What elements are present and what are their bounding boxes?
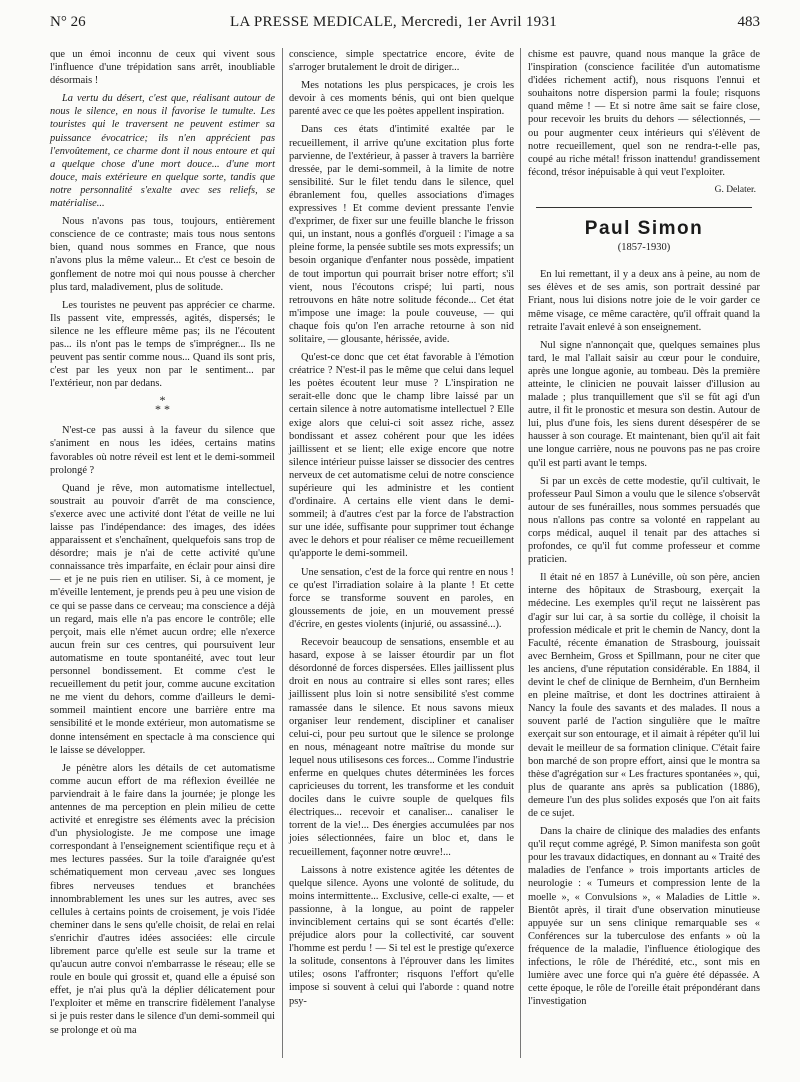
paragraph: conscience, simple spectatrice encore, évite de s'arroger brutalement le droit de diriger... [289, 49, 514, 74]
paragraph: Nul signe n'annonçait que, quelques semaines plus tard, le mal l'allait saisir au cœur pour le conduire, après une longue agonie, au tombeau. Dès la première atteinte, le clinicien ne pouvait laisser d'illusion au malade ; plus tranquillement que s'il se fût agi d'un autre, il fit le pronostic et mesura son destin. Autour de lui, plus d'une fois, les siens durent désespérer de se hausser à son courage. Et maintenant, bien qu'il ait fait une longue carrière, nous ne pouvons pas ne pas croire qu'il est parti avant le temps. [528, 339, 760, 469]
paragraph: que un émoi inconnu de ceux qui vivent sous l'influence d'une trépidation sans arrêt, inoubliable désormais ! [50, 49, 275, 87]
paragraph: Recevoir beaucoup de sensations, ensemble et au hasard, expose à se laisser étourdir par un flot désordonné de forces dispersées. Elles jaillissent plus droit en nous au contraire si elles sont rares; elles jaillissent plus loin si notre sensibilité s'est comme ramassée dans le silence. Et nous savons mieux organiser leur rendement, discipliner et canaliser celui-ci, pour peu surtout que le silence se prolonge en nous, ménageant notre maîtrise du monde sur lequel nous utilisesons ces forces... Comme l'industrie enferme en quelques chutes déterminées les forces capricieuses du torrent, les transforme et les conduit dociles dans le cuivre souple de quelques fils électriques... recevoir et canaliser... canaliser le torrent de la vie!... Des énergies accumulées par nos joies sélectionnées, faire un bloc et, dans le recueillement, façonner notre œuvre!... [289, 637, 514, 858]
journal-title: LA PRESSE MEDICALE, Mercredi, 1er Avril 1931 [230, 14, 558, 30]
column-2 [289, 48, 514, 1013]
paragraph: chisme est pauvre, quand nous manque la grâce de l'inspiration (conscience facilitée d'un automatisme d'idées richement actif), nous risquons l'ennui et souhaitons notre dispersion parmi la foule; risquons quand même ! — Et si notre âme sait se faire close, pour recevoir les bruits du dehors — sélectionnés, — ou pour augmenter ceux intérieurs qui s'élèvent de notre recueillement, quel son ne rendra-t-elle pas, coupé au riche métal! frisson inattendu! grandissement fécond, trésor inépuisable à qui veut l'exploiter. [528, 49, 760, 178]
column-separator [520, 48, 521, 1058]
paragraph: N'est-ce pas aussi à la faveur du silence que s'animent en nous les idées, certains matins favorables où notre réveil est lent et le demi-sommeil prolongé ? [50, 425, 275, 476]
column-3 [528, 48, 760, 1013]
paragraph: En lui remettant, il y a deux ans à peine, au nom de ses élèves et de ses amis, son portrait dessiné par Friant, nous lui disions notre joie de le voir garder ce même visage, ce même caractère, qu'il offrait quand la retraite l'avait enlevé à son enseignement. [528, 269, 760, 333]
paragraph: Nous n'avons pas tous, toujours, entièrement conscience de ce contraste; mais tous nous sentons bien, quand nous sommes en France, que nous n'avons plus la même valeur... Et c'est ce besoin de gonflement de notre moi qui nous pousse à chercher plus tard, maladivement, plus de solitude. [50, 216, 275, 293]
page-number: 483 [737, 14, 760, 30]
page-header [50, 14, 760, 36]
paragraph: Il était né en 1857 à Lunéville, où son père, ancien interne des hôpitaux de Strasbourg, exerçait la médecine. Les exemples qu'il reçut ne laissèrent pas d'agir sur lui car, à sa sortie du collège, il choisit la profession médicale et prit le chemin de Nancy, dont la Faculté, récente émanation de Strasbourg, jouissait avec Bernheim, Gross et Spillmann, pour ne citer que les anciens, d'une réputation considérable. En 1884, il devint le chef de clinique de Bernheim, d'un Bernheim en pleine maîtrise, et dont les doctrines attiraient à Nancy la foule des savants et des malades. Il nous a souvent parlé de l'action singulière que le maître exerçait sur son entourage, et il aimait à répéter qu'il lui devait le meilleur de sa formation clinique. C'était faire bon marché de son propre effort, ainsi que le montra sa thèse d'agrégation sur « Les fractures spontanées », qui, plus de quarante ans après sa publication (1886), demeure l'un des plus solides exposés que l'on ait faits de ce sujet. [528, 572, 760, 819]
paragraph: Laissons à notre existence agitée les détentes de quelque silence. Ayons une volonté de solitude, du moins intermittente... Exclusive, celle-ci exalte, — et passionne, à la longue, au point de rappeler invinciblement certains qui se sont écartés d'elle: préjudice alors pour la collectivité, car souvent l'homme est perdu ! — Si tel est le prestige qu'exerce la solitude, consentons à l'éprouver dans les limites utiles; osons l'affronter; risquons l'effort qu'elle impose si souvent à celui qui l'aborde : quand notre psy- [289, 864, 514, 1007]
issue-number: N° 26 [50, 14, 86, 30]
paragraph: La vertu du désert, c'est que, réalisant autour de nous le silence, en nous il favorise le tumulte. Les touristes qui le traversent ne peuvent estimer sa puissance évocatrice; ils n'en apprécient pas l'envoûtement, ce charme dont il nous entoure et qui a quelque chose d'une mort douce... d'une mort douce, mais extérieure en quelque sorte, tandis que notre personnalité s'exalte avec ses reliefs, se matérialise... [50, 93, 275, 210]
paragraph: Quand je rêve, mon automatisme intellectuel, soustrait au pouvoir d'arrêt de ma conscience, s'exerce avec une activité dont l'état de veille ne lui laisse pas l'indépendance: des images, des idées apparaissent et s'enchaînent, quelquefois sans trop de désordre; mais je n'ai de cette activité qu'une connaissance très imparfaite, en éclair pour ainsi dire — et je ne puis rien en utiliser. Si, à ce moment, je m'éveille lentement, je prends peu à peu une vision de ce qui se passe dans ce cerveau; ma conscience a déjà un regard, mais elle n'a pas encore le contrôle; elle perçoit, mais elle n'émet aucun ordre; elle n'exerce aucun frein sur ces centres, qui poursuivent leur automatisme en toute spontanéité, avec tout leur personnel bondissement. Et comme c'est le recueillement du petit jour, comme aucune excitation ne me vient du dehors, comme d'ailleurs le demi-sommeil maintient encore une barrière entre ma sensibilité et le monde extérieur, mon automatisme se donne intensément en spectacle à ma conscience qui le laisse se développer. [50, 482, 275, 756]
paragraph: Je pénètre alors les détails de cet automatisme comme aucun effort de ma réflexion éveillée ne parviendrait à le faire dans la journée; je plonge les antennes de ma perception en plein milieu de cette activité et enregistre ses éléments avec la précision d'un physiologiste. Je me compose une image correspondant à l'enseignement scientifique reçu et à mes lectures passées. Sur la toile d'araignée qu'est schématiquement mon cerveau ,avec ses longues fibres nerveuses tendues et branchées innombrablement les unes sur les autres, avec ses cellules à certains points de croisement, je vois l'idée cheminer dans le sens qu'elle choisit, de relai en relai s'enrichir d'autres idées associées: elle circule librement parce qu'elle est seule sur la trame et qu'aucun autre convoi n'embarrasse le réseau; elle se roule en boule qui grossit et, quand elle a épuisé son effet, je n'ai plus qu'à la déplier délicatement pour l'exploiter et même en transcrire fidèlement l'analyse si je puis rester dans le silence d'un demi-sommeil qui se prolonge et où ma [50, 762, 275, 1036]
paragraph: Les touristes ne peuvent pas apprécier ce charme. Ils passent vite, empressés, agités, dispersés; le silence ne les effleure même pas; ils ne l'écoutent pas... ils n'ont pas le temps de s'imprégner... Ils ne peuvent pas sentir comme nous... Quand ils sont pris, c'est par les yeux non par le sentiment... par l'extérieur, non par dedans. [50, 299, 275, 390]
column-1 [50, 48, 275, 1042]
article-dates: (1857-1930) [617, 242, 671, 254]
author-signature: G. Delater. [714, 184, 756, 195]
paragraph: Une sensation, c'est de la force qui rentre en nous ! ce qu'est l'irradiation solaire à la plante ! Et cette force se transforme souvent en paroles, en gloussements de joie, en un mouvement pressé d'écrire, en gestes violents (injurié, ou assassiné...). [289, 566, 514, 630]
divider [536, 207, 752, 208]
paragraph: Dans ces états d'intimité exaltée par le recueillement, il arrive qu'une excitation plus forte parvienne, de l'extérieur, à passer à travers la barrière dressée, par le demi-sommeil, à la limite de notre sensibilité. Sur le filet tendu dans le silence, quel ébranlement fou, quelles associations d'images expressives ! Et comme devient pressante l'envie d'exprimer, de fixer sur une feuille blanche le frisson qui, un instant, nous a gonflés d'orgueil : l'image a sa pleine forme, la pensée subtile ses mots expressifs; un besoin organique d'enfanter nous possède, impatient de tout importun qui pourrait briser notre effort; s'il vient, nous l'écoutons crispé; lui parti, nous retrouvons en hâte notre solitude féconde... Cet état m'impose une image: la poule couveuse, — qui chaque fois qu'on l'en arrache retourne à son nid solitaire, — glousante, hérissée, avide. [289, 124, 514, 345]
paragraph: Si par un excès de cette modestie, qu'il cultivait, le professeur Paul Simon a voulu que le silence s'observât autour de ses funérailles, nous sommes persuadés que nous n'allons pas contre sa volonté en rappelant au corps médical, auquel il tenait par des attaches si profondes, ce qu'il fut comme professeur et comme praticien. [528, 475, 760, 566]
section-stars: * * * [155, 393, 170, 417]
paragraph: Qu'est-ce donc que cet état favorable à l'émotion créatrice ? N'est-il pas le même que celui dans lequel les poètes écoutent leur muse ? L'inspiration ne serait-elle donc que le champ libre laissé par un certain silence à notre automatisme intellectuel ? Elle exige alors que celui-ci soit assez riche, assez bondissant et assez cohérent pour que les idées jaillissent et se lient; elle exige encore que notre silence intérieur puisse laisser se dissocier des centres nerveux de cet automatisme celui de notre conscience supérieure qui les administre et les contient d'ordinaire. A certains elle vient dans le demi-sommeil; à d'autres c'est par la force de l'abstraction sur une idée, suffisante pour supprimer tout échange avec le dehors et pour réaliser ce même recueillement qu'apporte le demi-sommeil. [289, 352, 514, 560]
article-title: Paul Simon [584, 218, 704, 240]
column-separator [282, 48, 283, 1058]
paragraph: Dans la chaire de clinique des maladies des enfants qu'il reçut comme agrégé, P. Simon manifesta son goût pour les travaux didactiques, en donnant au « Traité des maladies de l'enfance » trois importants articles de neurologie : « Tumeurs et compression lente de la moelle », « Convulsions », « Maladies de Little ». Bientôt après, il tirait d'une observation minutieuse appuyée sur un sens clinique remarquable ses « Conférences sur la tuberculose des enfants » où la fréquence de la maladie, l'influence étiologique des infections, le rôle de l'hérédité, etc., sont mis en lumière avec une force qui n'a guère été dépassée. A cette époque, le rôle de l'oreille était prépondérant dans l'investigation [528, 826, 760, 1008]
paragraph: Mes notations les plus perspicaces, je crois les devoir à ces moments bénis, qui ont bien quelque parenté avec ce que les poètes appellent inspiration. [289, 80, 514, 118]
